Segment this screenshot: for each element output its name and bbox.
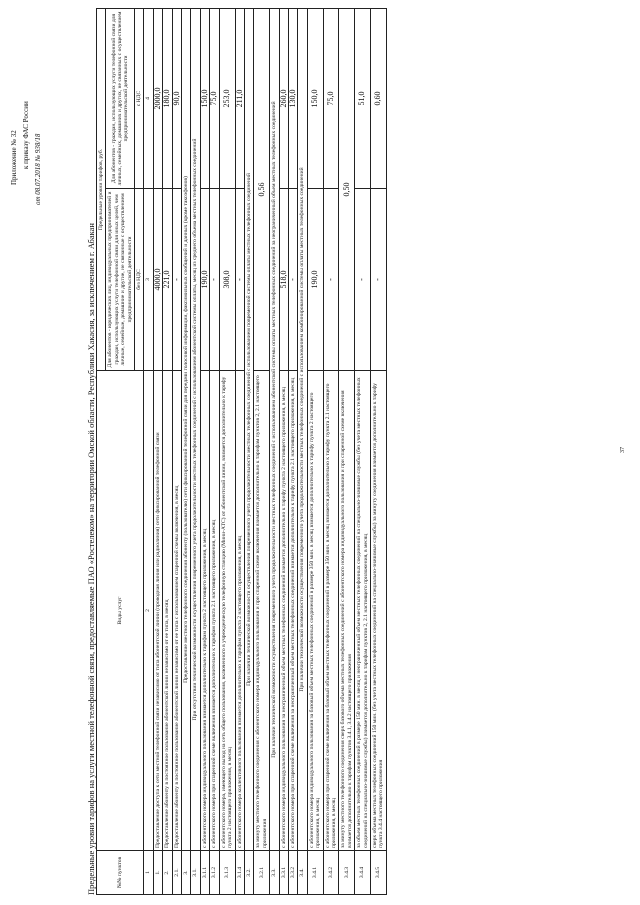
tariff-citizens-value: 130,0: [288, 9, 297, 189]
tariff-legal-value: -: [235, 189, 244, 371]
section-row: [182, 9, 191, 895]
tariff-citizens-value: 75,0: [210, 9, 219, 189]
tariff-legal-value: -: [288, 189, 297, 371]
row-number: 3.3.1: [279, 851, 288, 895]
tariff-value: 0,50: [339, 9, 355, 371]
service-description: с абонентского номера при спаренной схеме включения за базовый объем местных телефонных соединений в размере 350 мин. в месяц взимается дополнительно к тарифу пункта 2.1 настоящего приложения, в месяц: [323, 371, 339, 851]
row-number: 3.4.1: [307, 851, 323, 895]
appendix-label: Приложение № 32: [10, 130, 18, 185]
index-cell: 3: [144, 189, 153, 371]
row-number: 3.4.5: [371, 851, 387, 895]
row-number: 3.3.2: [288, 851, 297, 895]
tariff-citizens-value: 0,60: [371, 9, 387, 189]
header-num: №№ пунктов: [97, 851, 144, 895]
row-number: 3.1.2: [210, 851, 219, 895]
tariff-legal-value: -: [355, 189, 371, 371]
table-row: [355, 9, 371, 895]
tariff-value: 0,56: [254, 9, 270, 371]
header-limits: Предельные уровни тарифов, руб.: [97, 9, 106, 371]
service-description: за минуту местного телефонного соединения сверх базового объема местных телефонных соединений с абонентского номера индивидуального пользования и при спаренной схеме включения взимается дополнительно к тарифам пунктов 3.4.1, 3.4.2 настоящего приложения: [339, 371, 355, 851]
tariff-legal-value: 4000,0: [153, 189, 162, 371]
tariff-legal-value: 221,0: [163, 189, 172, 371]
service-description: с абонентского номера при спаренной схеме включения взимается дополнительно к тарифам пункта 2.1 настоящего приложения, в месяц: [210, 371, 219, 851]
table-row: [200, 9, 209, 895]
table-row: [371, 9, 387, 895]
service-description: Предоставление абоненту в постоянное пользование абонентской линии независимо от ее типа с использованием спаренной схемы включения, в месяц: [172, 371, 181, 851]
row-number: 3.3.: [270, 851, 279, 895]
header-legal-vat: без НДС: [135, 189, 144, 371]
section-row: [244, 9, 253, 895]
section-row: [270, 9, 279, 895]
order-line: к приказу ФАС России: [22, 101, 30, 169]
tariff-legal-value: 190,0: [307, 189, 323, 371]
section-row: [298, 9, 307, 895]
tariff-citizens-value: 253,0: [219, 9, 235, 189]
service-description: с абонентского номера, имеющего выход на сеть общего пользования, включенного в учрежденческую телефонную станцию (Мини-АТС) от абонентской линии, взимается дополнительно к тарифу пункта 2 настоящего приложения, в месяц: [219, 371, 235, 851]
section-text: При наличии технической возможности осуществления повременного учета продолжительности местных телефонных соединений с использованием повременной системы оплаты местных телефонных соединений: [244, 9, 253, 851]
table-row: [339, 9, 355, 895]
index-cell: 2: [144, 371, 153, 851]
row-number: 3.4.2: [323, 851, 339, 895]
table-row: [254, 9, 270, 895]
row-number: 3.1.: [191, 851, 200, 895]
row-number: 1.: [153, 851, 162, 895]
header-citizens-vat: с НДС: [135, 9, 144, 189]
tariff-legal-value: 308,0: [219, 189, 235, 371]
section-text: При отсутствии технической возможности осуществления повременного учета продолжительности местных телефонных соединений с использованием абонентской системы оплаты, месяц из среднего объема местных телефонных соединений: [191, 9, 200, 851]
tariff-citizens-value: 260,0: [279, 9, 288, 189]
row-number: 3.1.4: [235, 851, 244, 895]
section-text: Предоставление местного телефонного соединения абоненту (пользователю) сети фиксированной телефонной связи для передачи голосовой информации, факсимильных сообщений и данных (кроме таксофонов): [182, 9, 191, 851]
tariff-citizens-value: 51,0: [355, 9, 371, 189]
tariff-citizens-value: 211,0: [235, 9, 244, 189]
table-body: [153, 9, 386, 895]
row-number: 3.1.3: [219, 851, 235, 895]
tariff-citizens-value: 180,0: [163, 9, 172, 189]
tariff-citizens-value: 150,0: [200, 9, 209, 189]
row-number: 3.2.1: [254, 851, 270, 895]
header-citizens: Для абонентов - граждан, использующих услуги телефонной связи для личных, семейных, домашних и других, не связанных с осуществлением предпринимательской деятельности: [106, 9, 135, 189]
tariff-citizens-value: 150,0: [307, 9, 323, 189]
table-row: [279, 9, 288, 895]
tariff-legal-value: -: [210, 189, 219, 371]
tariff-citizens-value: 75,0: [323, 9, 339, 189]
row-number: 3.4.3: [339, 851, 355, 895]
row-number: 3.2.: [244, 851, 253, 895]
service-description: с абонентского номера индивидуального пользования за базовый объем местных телефонных соединений в размере 350 мин. в месяц взимается дополнительно к тарифу пункта 2 настоящего приложения, в месяц: [307, 371, 323, 851]
tariff-legal-value: -: [323, 189, 339, 371]
tariff-citizens-value: 90,0: [172, 9, 181, 189]
document-title: Предельные уровни тарифов на услуги местной телефонной связи, предоставляемые ПАО «Ростелеком» на территории Омской области, Республики Хакасия, за исключением г. Абакан: [86, 223, 96, 895]
service-description: с абонентского номера при спаренной схеме включения за неограниченный объем местных телефонных соединений взимается дополнительно к тарифу пункта 2.1 настоящего приложения, в месяц: [288, 371, 297, 851]
tariff-citizens-value: 2000,0: [153, 9, 162, 189]
tariff-legal-value: 518,0: [279, 189, 288, 371]
service-description: за минуту местного телефонного соединения с абонентского номера индивидуального пользования и при спаренной схеме включения взимается дополнительно к тарифам пунктов 2, 2.1 настоящего приложения: [254, 371, 270, 851]
section-row: [191, 9, 200, 895]
table-row: [235, 9, 244, 895]
row-number: 2.: [163, 851, 172, 895]
table-row: [307, 9, 323, 895]
service-description: за объем местных телефонных соединений в размере 150 мин. в месяц и неограниченный объем местных телефонных соединений на специально-значимые службы (без учета местных телефонных соединений на специально-значимые службы) взимается дополнительно к тарифам пунктов 2, 2.1 настоящего приложения, в месяц: [355, 371, 371, 851]
tariff-legal-value: -: [371, 189, 387, 371]
tariff-legal-value: 190,0: [200, 189, 209, 371]
index-cell: 1: [144, 851, 153, 895]
service-description: с абонентского номера индивидуального пользования взимается дополнительно к тарифам пункта 2 настоящего приложения, в месяц: [200, 371, 209, 851]
service-description: с абонентского номера коллективного пользования взимается дополнительно к тарифам пункта 2 настоящего приложения, в месяц: [235, 371, 244, 851]
table-row: [323, 9, 339, 895]
table-row: [219, 9, 235, 895]
index-cell: 4: [144, 9, 153, 189]
row-number: 3.4.4: [355, 851, 371, 895]
page-number: 37: [620, 447, 626, 453]
row-number: 2.1.: [172, 851, 181, 895]
section-text: При наличии технической возможности осуществления повременного учета продолжительности местных телефонных соединений с использованием абонентской системы оплаты местных телефонных соединений за неограниченный объем местных телефонных соединений: [270, 9, 279, 851]
header-legal: Для абонентов - юридических лиц, индивидуальных предпринимателей и граждан, использующих услуги телефонной связи для иных целей, чем личные, семейные, домашние и другие, не связанные с осуществлением предпринимательской деятельности: [106, 189, 135, 371]
row-number: 3.4.: [298, 851, 307, 895]
table-row: [210, 9, 219, 895]
service-description: сверх объема местных телефонных соединений 150 мин. (без учета местных телефонных соединений на специально-значимые службы) за минуту соединения взимается дополнительно к тарифу пункта 3.4.4 настоящего приложения: [371, 371, 387, 851]
tariff-table: [96, 8, 387, 895]
header-kind: Виды услуг: [97, 371, 144, 851]
row-number: 3.1.1: [200, 851, 209, 895]
service-description: Предоставление доступа к сети местной телефонной связи независимо от типа абонентской линии (проводная линия или радиолиния) сети фиксированной телефонной связи: [153, 371, 162, 851]
section-text: При наличии технической возможности осуществления повременного учета продолжительности местных телефонных соединений с использованием комбинированной системы оплаты местных телефонных соединений: [298, 9, 307, 851]
date-line: от 08.07.2018 № 938/18: [34, 133, 42, 205]
table-row: [153, 9, 162, 895]
service-description: Предоставление абоненту в постоянное пользование абонентской линии независимо от ее типа, в месяц: [163, 371, 172, 851]
table-row: [172, 9, 181, 895]
tariff-legal-value: -: [172, 189, 181, 371]
row-number: 3.: [182, 851, 191, 895]
table-row: [288, 9, 297, 895]
service-description: с абонентского номера индивидуального пользования за неограниченный объем местных телефонных соединений взимается дополнительно к тарифу пункта 2 настоящего приложения, в месяц: [279, 371, 288, 851]
table-row: [163, 9, 172, 895]
